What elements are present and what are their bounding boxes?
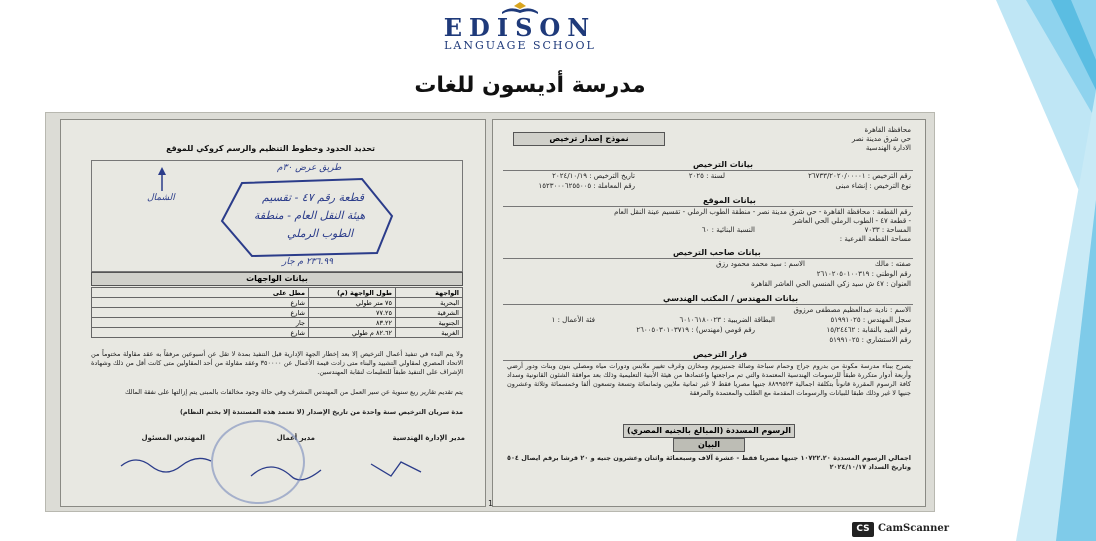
- owner-capacity: صفته : مالك: [874, 260, 911, 268]
- authority-line1: محافظة القاهرة: [864, 126, 911, 134]
- table-cell: شارع: [92, 328, 309, 338]
- signature-label-engineer: المهندس المسئول: [141, 434, 205, 442]
- plot-label-line3: الطوب الرملي: [287, 227, 354, 240]
- decision-text: يصرح ببناء مدرسة مكونة من بدروم جراج وحمام سباحة وصالة جمنيزيوم ومخازن وغرف تغيير ملابس ودورات مياه ومصلي بنون وبنات ودور أرضي وأربعة أدوار متكررة طبقاً للرسومات الهندسية المعتمدة والتي تم مراجعتها واعتمادها من هيئة الأبنية التعليمية وذلك بعد موافقة الشئون القانونية وسداد كافة الرسوم المقررة قانوناً بتكلفة اجمالية ٨٨٩٩٥٢٣ جنيها مصريا فقط لا غير ثمانية ملايين وثمانمائة وتسعة وتسعون ألفا وخمسمائة وثلاثة وعشرون جنيها لا غير وذلك طبقا للبيانات والرسومات المقدمة مع الطلب والمعتمدة والمرفقة: [507, 362, 912, 397]
- table-header-row: [92, 288, 463, 298]
- table-cell: شارع: [92, 298, 309, 308]
- site-section-header: بيانات الموقع: [703, 196, 756, 205]
- table-header-cell: مطل على: [92, 288, 309, 298]
- owner-name: الاسم : سيد محمد محمود رزق: [716, 260, 805, 268]
- sketch-top-label: طريق عرض ٣٠م: [277, 163, 342, 173]
- authority-line2: حي شرق مدينة نصر: [851, 135, 911, 143]
- official-stamp: [211, 420, 305, 504]
- document-left-page: [60, 119, 486, 507]
- page-number: 1: [488, 499, 494, 508]
- engineer-name: الاسم : نادية عبدالعظيم مصطفى مرزوق: [793, 306, 911, 314]
- engineer-union-number: رقم القيد بالنقابة : ١٥/٢٤٤٦٢: [826, 326, 911, 334]
- fees-section-header: الرسوم المسددة (المبالغ بالجنيه المصري): [623, 424, 795, 438]
- divider: [503, 206, 913, 207]
- table-cell: الجنوبية: [396, 318, 463, 328]
- table-cell: ٧٧.٢٥: [309, 308, 396, 318]
- table-cell: ٨٣.٢٢: [309, 318, 396, 328]
- plot-label-line2: هيئة النقل العام - منطقة: [254, 209, 366, 222]
- license-section-header: بيانات الترخيص: [693, 160, 754, 169]
- decorative-corner-shapes: [956, 0, 1096, 541]
- license-number: رقم الترخيص : ٢٦٧٣٣/٢٠٢٠/٠٠٠٠١: [808, 172, 911, 180]
- build-ratio: النسبة البنائية : ٦٠: [701, 226, 755, 234]
- decision-section-header: قرار الترخيص: [693, 350, 748, 359]
- table-cell: الشرقية: [396, 308, 463, 318]
- engineer-tax-card: البطاقة الضريبية : ٦٠١٠٦١٨٠٠٢٣: [679, 316, 775, 324]
- sketch-bottom-label: ٢٣٦.٩٩ م جار: [282, 257, 333, 267]
- table-cell: شارع: [92, 308, 309, 318]
- page-title: مدرسة أديسون للغات: [414, 73, 646, 98]
- facades-section-header: بيانات الواجهات: [91, 272, 463, 286]
- table-header-cell: طول الواجهة (م): [309, 288, 396, 298]
- divider: [503, 360, 913, 361]
- license-type: نوع الترخيص : إنشاء مبنى: [835, 182, 911, 190]
- license-year: لسنة : ٢٠٢٥: [688, 172, 725, 180]
- validity-note: مدة سريان الترخيص سنة واحدة من تاريخ الإصدار (لا تعتمد هذه المستندة إلا بختم النظام): [179, 408, 463, 416]
- table-cell: البحرية: [396, 298, 463, 308]
- logo-name: EDISON: [443, 13, 597, 42]
- table-header-cell: الواجهة: [396, 288, 463, 298]
- camscanner-label: CamScanner: [878, 523, 949, 534]
- table-cell: ٧٥ متر طولي: [309, 298, 396, 308]
- table-row: [92, 318, 463, 328]
- supervision-notes: يتم تقديم تقارير ربع سنوية عن سير العمل من المهندس المشرف وفي حالة وجود مخالفات بالمبنى يتم إزالتها على نفقة المالك: [124, 388, 463, 396]
- table-cell: الغربية: [396, 328, 463, 338]
- license-date: تاريخ الترخيص : ٢٠٢٤/١٠/١٩: [552, 172, 635, 180]
- table-cell: ٨٢.٦٢ م طولي: [309, 328, 396, 338]
- fees-tag: البيان: [673, 438, 745, 452]
- owner-national-id: رقم الوطني : ٢٦١٠٢٠٥٠١٠٠٣١٩: [816, 270, 911, 278]
- site-sketch: [91, 160, 463, 272]
- divider: [503, 304, 913, 305]
- transaction-number: رقم المعاملة : ١٥٢٣٠٠٠٦٢٥٥٠٠٥: [538, 182, 635, 190]
- engineer-registry: سجل المهندس : ٥١٩٩١٠٢٥: [830, 316, 911, 324]
- site-line1: رقم القطعة : محافظة القاهرة - حي شرق مدينة نصر - منطقة الطوب الرملي - تقسيم عينة النقل العام: [614, 208, 911, 216]
- engineer-national-id: رقم قومي (مهندس) : ٢٦٠٠٥٠٣٠١٠٣٧١٩: [636, 326, 755, 334]
- engineer-class: فئة الأعمال : ١: [551, 316, 595, 324]
- logo-subtitle: LANGUAGE SCHOOL: [444, 39, 596, 52]
- site-line2: - قطعة ٤٧ - الطوب الرملي الحي العاشر: [793, 217, 911, 225]
- divider: [503, 170, 913, 171]
- owner-section-header: بيانات صاحب الترخيص: [673, 248, 761, 257]
- camscanner-logo-icon: CS: [852, 522, 874, 537]
- execution-notes: ولا يتم البدء في تنفيذ أعمال الترخيص إلا بعد إخطار الجهة الإدارية قبل التنفيذ بمدة لا تقل عن أسبوعين مرفقاً به عقد مقاولة مختوماً من الاتحاد المصري لمقاولي التشييد والبناء متى زادت قيمة الأعمال عن ٣٥٠٠٠٠ وعقد مقاولة من أحد المقاولين متى كانت أقل من ذلك وشهادة الإشراف على التنفيذ طبقاً للتعليمات لنقابة المهندسين.: [91, 350, 464, 376]
- signature-label-manager: مدير أعمال: [276, 434, 315, 442]
- north-arrow-label: الشمال: [147, 193, 175, 203]
- table-row: [92, 328, 463, 338]
- sub-area: مساحة القطعة الفرعية :: [839, 235, 911, 243]
- fees-text: اجمالي الرسوم المسددة ١٠٧٢٢.٢٠ جنيها مصريا فقط - عشرة آلاف وسبعمائة واثنان وعشرون جنيه و ٢٠ قرشا برقم ايصال ٥٠٤ وتاريخ السداد ٢٠٢٤/١٠/١٧: [507, 454, 911, 471]
- table-cell: جار: [92, 318, 309, 328]
- school-logo: [405, 0, 635, 56]
- camscanner-watermark: [852, 521, 962, 539]
- scanned-license-document: [45, 112, 935, 512]
- site-sketch-header: تحديد الحدود وخطوط التنظيم والرسم كروكي للموقع: [166, 144, 375, 153]
- engineer-section-header: بيانات المهندس / المكتب الهندسي: [663, 294, 799, 303]
- table-row: [92, 298, 463, 308]
- owner-address: العنوان : ٤٧ ش سيد زكي المنسي الحي العاشر القاهرة: [751, 280, 911, 288]
- consultant-number: رقم الاستشاري : ٥١٩٩١٠٢٥: [829, 336, 911, 344]
- site-area: المساحة : ٧٠٣٣: [864, 226, 911, 234]
- table-row: [92, 308, 463, 318]
- document-right-page: [492, 119, 926, 507]
- book-icon: [500, 0, 540, 14]
- form-title: نموذج إصدار ترخيص: [513, 132, 665, 146]
- plot-label-line1: قطعة رقم ٤٧ - تقسيم: [262, 191, 364, 204]
- divider: [503, 258, 913, 259]
- authority-line3: الادارة الهندسية: [865, 144, 911, 152]
- signature-label-director: مدير الإدارة الهندسية: [392, 434, 465, 442]
- facades-table: [91, 287, 463, 338]
